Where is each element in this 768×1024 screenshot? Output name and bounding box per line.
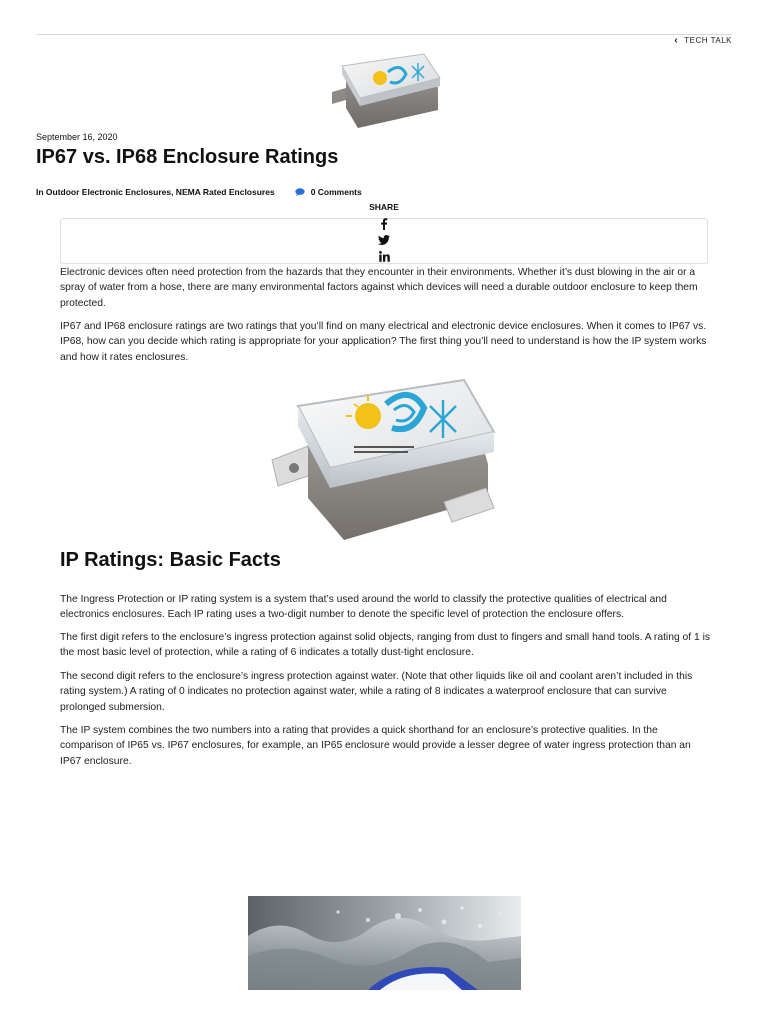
second-digit-paragraph: The second digit refers to the enclosure’s ingress protection against water. (Note that other liquids like oil and coolant aren’t included in this rating system.) A rating of 0 indicates no protection against water, while a rating of 8 indicates a waterproof enclosure that can survive prolonged submersion. xyxy=(60,671,693,713)
post-meta xyxy=(36,187,362,197)
water-splash-image xyxy=(248,896,521,990)
comments-link[interactable]: 0 Comments xyxy=(310,187,362,197)
post-categories[interactable]: In Outdoor Electronic Enclosures, NEMA Rated Enclosures xyxy=(36,187,275,197)
ip-system-paragraph: The Ingress Protection or IP rating system is a system that’s used around the world to classify the protective qualities of electrical and electronics enclosures. Each IP rating uses a two-digit number to denote the specific level of protection the enclosure offers. xyxy=(60,594,667,621)
back-link-label: TECH TALK xyxy=(684,36,732,45)
comment-icon xyxy=(295,188,305,196)
section-heading: IP Ratings: Basic Facts xyxy=(60,549,281,571)
intro-paragraph: Electronic devices often need protection from the hazards that they encounter in their environments. Whether it’s dust blowing in the air or a spray of water from a hose, there are many environmental factors against which devices will need a durable outdoor enclosure to keep them protected. xyxy=(60,267,698,309)
facebook-icon[interactable] xyxy=(377,218,391,230)
featured-enclosure-image xyxy=(328,48,442,132)
twitter-icon[interactable] xyxy=(377,234,391,246)
post-date: September 16, 2020 xyxy=(36,132,118,142)
first-digit-paragraph: The first digit refers to the enclosure’s ingress protection against solid objects, ranging from dust to fingers and small hand tools. A rating of 1 is the most basic level of protection, while a rating of 6 indicates a totally dust-tight enclosure. xyxy=(60,632,711,659)
share-label: SHARE xyxy=(369,202,399,212)
enclosure-product-image xyxy=(268,376,500,542)
linkedin-icon[interactable] xyxy=(377,250,391,262)
post-title: IP67 vs. IP68 Enclosure Ratings xyxy=(36,146,339,168)
back-to-tech-talk-link[interactable] xyxy=(674,35,732,46)
ratings-paragraph: IP67 and IP68 enclosure ratings are two ratings that you’ll find on many electrical and electronic device enclosures. When it comes to IP67 vs. IP68, how can you decide which rating is appropriate for your application? The first thing you’ll need to understand is how the IP system works and how it rates enclosures. xyxy=(60,321,707,363)
top-divider xyxy=(36,34,732,35)
combined-rating-paragraph: The IP system combines the two numbers into a rating that provides a quick shorthand for an enclosure’s protective qualities. In the comparison of IP65 vs. IP67 enclosures, for example, an IP65 enclosure would provide a lesser degree of water ingress protection than an IP67 enclosure. xyxy=(60,725,691,767)
chevron-left-icon: ‹ xyxy=(674,35,679,46)
